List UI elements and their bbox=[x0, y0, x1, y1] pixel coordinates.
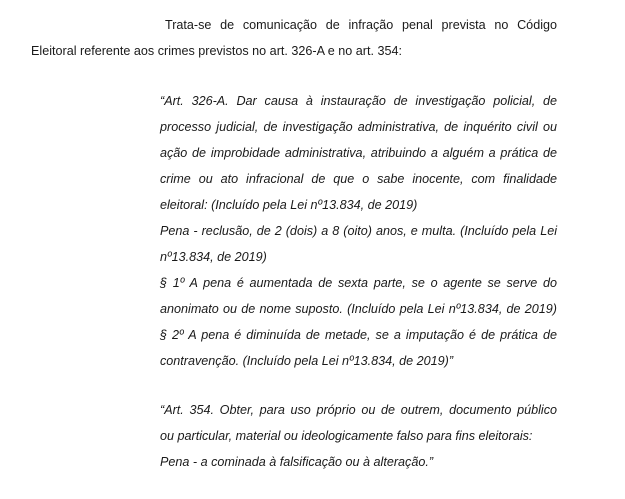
quote-line: § 1º A pena é aumentada de sexta parte, se o agente se serve do bbox=[160, 276, 557, 290]
intro-line: Eleitoral referente aos crimes previstos no art. 326-A e no art. 354: bbox=[31, 44, 403, 58]
quote-line: crime ou ato infracional de que o sabe inocente, com finalidade bbox=[160, 172, 557, 186]
quote-line: nº13.834, de 2019) bbox=[160, 250, 267, 264]
quote-line: contravenção. (Incluído pela Lei nº13.834, de 2019)” bbox=[160, 354, 454, 368]
quote-line: eleitoral: (Incluído pela Lei nº13.834, de 2019) bbox=[160, 198, 418, 212]
quote-line: ação de improbidade administrativa, atribuindo a alguém a prática de bbox=[160, 146, 557, 160]
quote-line: Pena - reclusão, de 2 (dois) a 8 (oito) anos, e multa. (Incluído pela Lei bbox=[160, 224, 557, 238]
quote-line: Pena - a cominada à falsificação ou à alteração.” bbox=[160, 455, 434, 469]
quote-line: “Art. 354. Obter, para uso próprio ou de outrem, documento público bbox=[160, 403, 557, 417]
intro-line: Trata-se de comunicação de infração penal prevista no Código bbox=[165, 18, 557, 32]
quote-line: processo judicial, de investigação administrativa, de inquérito civil ou bbox=[160, 120, 557, 134]
quote-line: ou particular, material ou ideologicamente falso para fins eleitorais: bbox=[160, 429, 533, 443]
quote-line: anonimato ou de nome suposto. (Incluído pela Lei nº13.834, de 2019) bbox=[160, 302, 557, 316]
quote-line: § 2º A pena é diminuída de metade, se a imputação é de prática de bbox=[160, 328, 557, 342]
quote-line: “Art. 326-A. Dar causa à instauração de investigação policial, de bbox=[160, 94, 557, 108]
